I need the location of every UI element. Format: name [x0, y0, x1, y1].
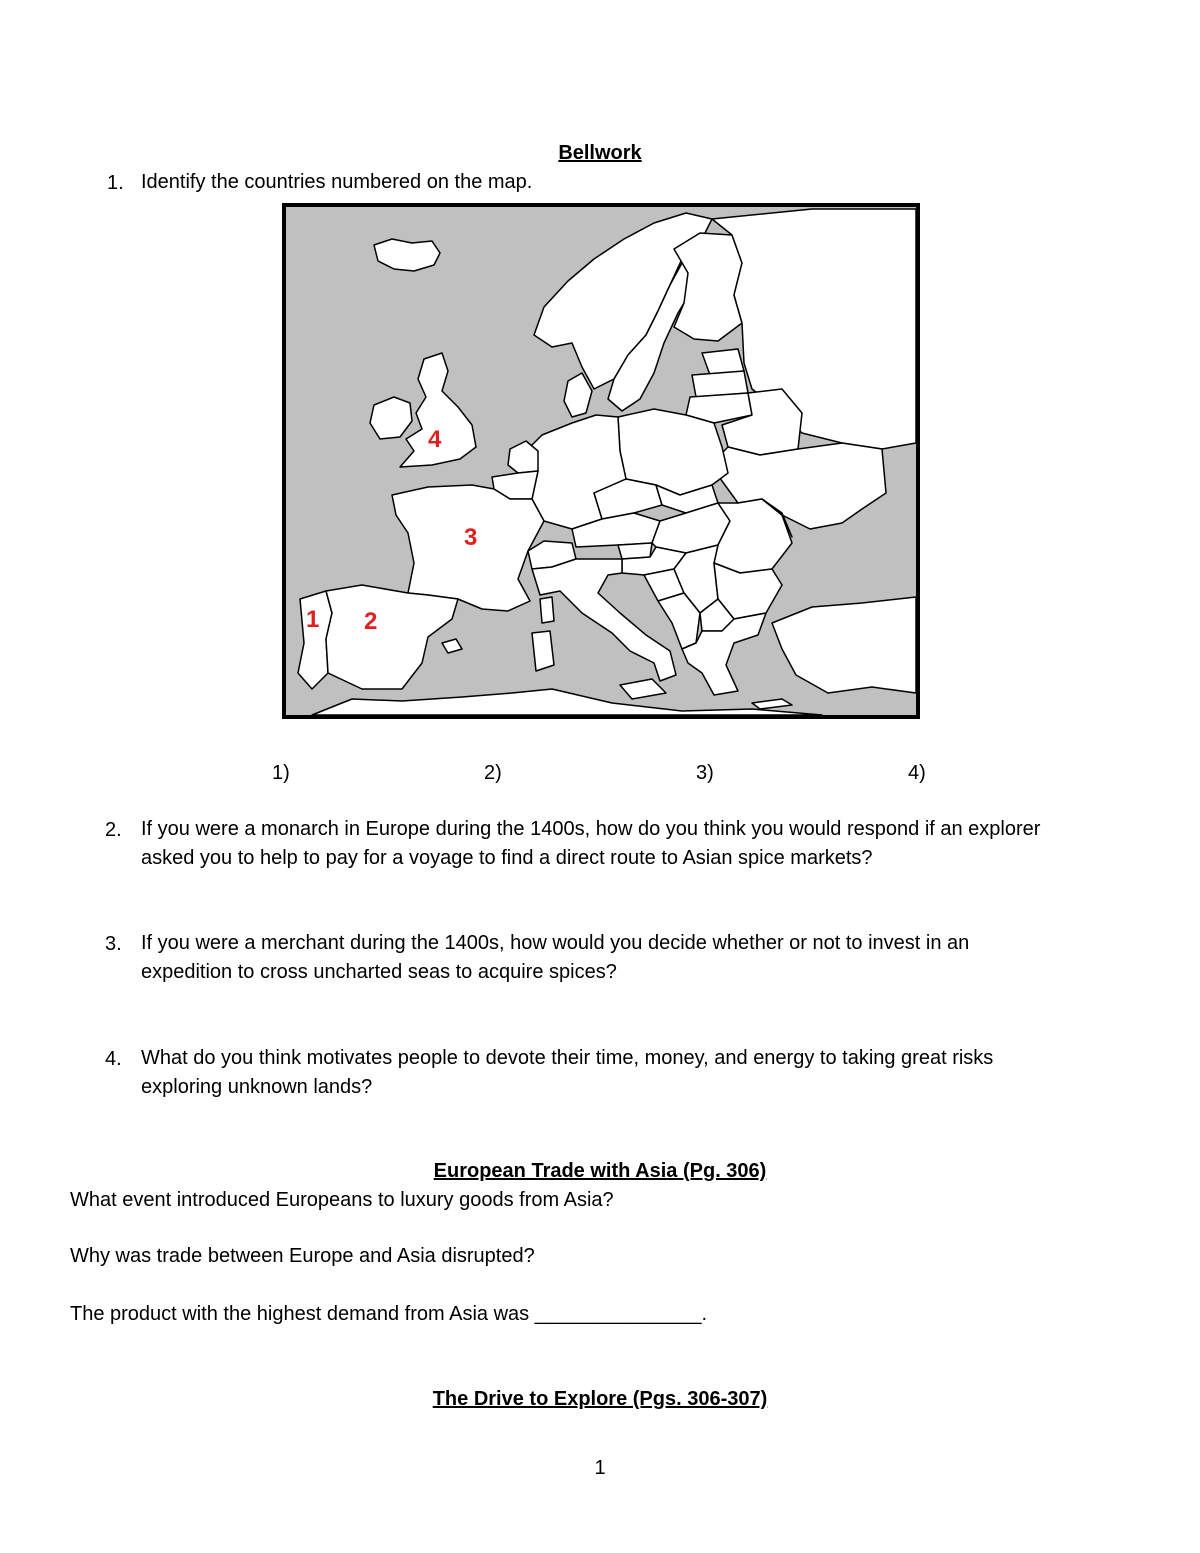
- page-number: 1: [594, 1457, 606, 1479]
- q4-line2: exploring unknown lands?: [141, 1076, 373, 1098]
- answer-label-4: 4): [908, 762, 926, 784]
- q4-line1: What do you think motivates people to devote their time, money, and energy to taking great risks: [141, 1047, 994, 1069]
- trade-question-1: What event introduced Europeans to luxury goods from Asia?: [70, 1189, 614, 1211]
- bellwork-title: Bellwork: [558, 142, 642, 164]
- q2-number: 2.: [105, 819, 122, 841]
- map-corsica: [540, 597, 554, 623]
- q1-text: Identify the countries numbered on the map.: [141, 171, 533, 193]
- map-number-3: 3: [464, 524, 478, 551]
- map-number-2: 2: [364, 608, 378, 635]
- q3-line2: expedition to cross uncharted seas to acquire spices?: [141, 961, 617, 983]
- trade-title: European Trade with Asia (Pg. 306): [433, 1160, 767, 1182]
- q4-number: 4.: [105, 1048, 122, 1070]
- drive-title: The Drive to Explore (Pgs. 306-307): [432, 1388, 768, 1410]
- answer-label-2: 2): [484, 762, 502, 784]
- map-number-1: 1: [306, 606, 320, 633]
- q2-line2: asked you to help to pay for a voyage to find a direct route to Asian spice markets?: [141, 847, 873, 869]
- trade-question-2: Why was trade between Europe and Asia disrupted?: [70, 1245, 535, 1267]
- answer-label-3: 3): [696, 762, 714, 784]
- trade-question-3: The product with the highest demand from Asia was _______________.: [70, 1303, 708, 1325]
- q3-number: 3.: [105, 933, 122, 955]
- q1-number: 1.: [107, 172, 124, 194]
- map-number-4: 4: [428, 426, 442, 453]
- map-sardinia: [532, 631, 554, 671]
- answer-label-1: 1): [272, 762, 290, 784]
- q3-line1: If you were a merchant during the 1400s, how would you decide whether or not to invest in an: [141, 932, 970, 954]
- q2-line1: If you were a monarch in Europe during the 1400s, how do you think you would respond if an explorer: [141, 818, 1041, 840]
- europe-map: [282, 203, 920, 719]
